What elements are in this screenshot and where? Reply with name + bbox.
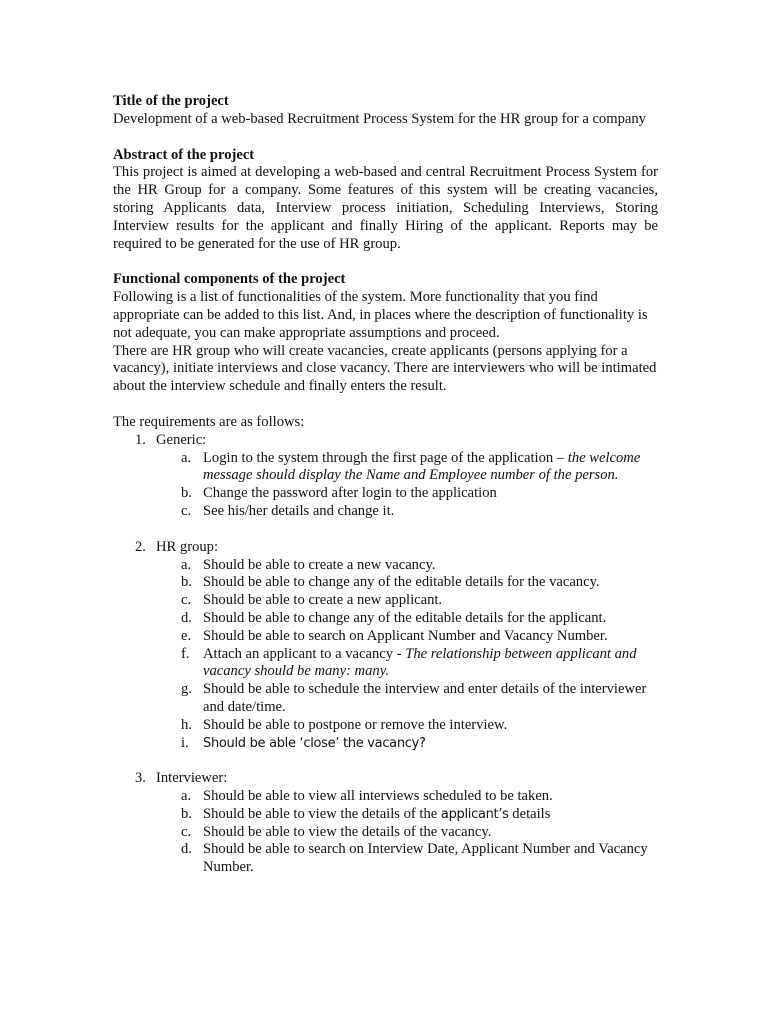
list-item	[113, 503, 658, 521]
abstract-section	[113, 147, 658, 254]
item-italic-text: the welcome message should display the Name and Employee number of the person.	[203, 449, 641, 484]
item-text: Change the password after login to the application	[203, 485, 497, 502]
item-text: Should be able to create a new vacancy.	[203, 556, 436, 573]
list-item	[113, 735, 658, 753]
list-item	[113, 681, 658, 717]
list-item	[113, 574, 658, 592]
functional-section	[113, 271, 658, 396]
group-label: Interviewer:	[156, 770, 228, 787]
list-item	[113, 788, 658, 806]
group-label: HR group:	[156, 538, 219, 555]
requirements-intro: The requirements are as follows:	[113, 413, 305, 430]
item-letter: e.	[181, 627, 192, 644]
requirement-group	[113, 539, 658, 753]
group-label: Generic:	[156, 431, 207, 448]
item-text: Should be able to create a new applicant.	[203, 592, 443, 609]
requirements-section	[113, 414, 658, 877]
item-letter: f.	[181, 645, 190, 662]
list-item	[113, 610, 658, 628]
list-item	[113, 806, 658, 824]
list-item	[113, 841, 658, 877]
item-italic-text: The relationship between applicant and vacancy should be many: many.	[203, 645, 637, 680]
item-letter: d.	[181, 609, 192, 626]
item-letter: i.	[181, 734, 189, 751]
sub-list	[113, 557, 658, 753]
item-text: Should be able to view all interviews scheduled to be taken.	[203, 788, 553, 805]
item-letter: b.	[181, 485, 192, 502]
item-text: Should be able to view the details of the vacancy.	[203, 823, 492, 840]
item-text: Should be able to postpone or remove the interview.	[203, 716, 508, 733]
group-number: 1.	[135, 431, 146, 448]
item-sans-text: applicant’s	[440, 806, 509, 822]
item-letter: a.	[181, 556, 192, 573]
abstract-text: This project is aimed at developing a web-based and central Recruitment Process System for the HR Group for a company. Some features of this system will be creating vacancies, storing Applicants data, Interview process initiation, Scheduling Interviews, Storing Interview results for the applicant and finally Hiring of the applicant. Reports may be required to be generated for the use of HR group.	[113, 164, 658, 252]
list-item	[113, 485, 658, 503]
item-letter: b.	[181, 805, 192, 822]
item-letter: g.	[181, 681, 192, 698]
title-section	[113, 93, 658, 129]
item-letter: d.	[181, 841, 192, 858]
abstract-heading: Abstract of the project	[113, 146, 255, 163]
list-item	[113, 450, 658, 486]
sub-list	[113, 450, 658, 521]
item-letter: a.	[181, 449, 192, 466]
functional-heading: Functional components of the project	[113, 271, 346, 288]
item-text: Should be able to view the details of the	[203, 805, 441, 822]
item-letter: c.	[181, 502, 192, 519]
item-text: Attach an applicant to a vacancy -	[203, 645, 406, 662]
item-letter: c.	[181, 592, 192, 609]
item-text: Should be able to schedule the interview and enter details of the interviewer and date/time.	[203, 681, 647, 715]
sub-list	[113, 788, 658, 877]
title-heading: Title of the project	[113, 93, 229, 109]
requirement-group	[113, 432, 658, 521]
item-letter: a.	[181, 788, 192, 805]
document-body	[113, 93, 658, 877]
item-text: Should be able to search on Interview Date, Applicant Number and Vacancy Number.	[203, 841, 648, 876]
list-item	[113, 646, 658, 682]
item-text: Login to the system through the first page of the application –	[203, 449, 568, 466]
list-item	[113, 592, 658, 610]
item-tail-text: details	[508, 805, 551, 822]
group-number: 2.	[135, 538, 146, 555]
list-item	[113, 628, 658, 646]
list-item	[113, 824, 658, 842]
item-sans-text: Should be able ‘close’ the vacancy?	[203, 735, 426, 751]
item-text: Should be able to change any of the editable details for the applicant.	[203, 609, 607, 626]
list-item	[113, 557, 658, 575]
group-number: 3.	[135, 770, 146, 787]
list-item	[113, 717, 658, 735]
item-letter: b.	[181, 574, 192, 591]
title-text: Development of a web-based Recruitment Process System for the HR group for a company	[113, 110, 646, 127]
item-text: See his/her details and change it.	[203, 502, 395, 519]
item-text: Should be able to search on Applicant Number and Vacancy Number.	[203, 627, 608, 644]
functional-text-1: Following is a list of functionalities of the system. More functionality that you find appropriate can be added to this list. And, in places where the description of functionality is not adequate, you can make appropriate assumptions and proceed.	[113, 289, 648, 341]
item-letter: h.	[181, 716, 192, 733]
item-text: Should be able to change any of the editable details for the vacancy.	[203, 574, 600, 591]
requirements-list	[113, 432, 658, 877]
requirement-group	[113, 770, 658, 877]
item-letter: c.	[181, 823, 192, 840]
functional-text-2: There are HR group who will create vacancies, create applicants (persons applying for a vacancy), initiate interviews and close vacancy. There are interviewers who will be intimated about the interview schedule and finally enters the result.	[113, 342, 657, 395]
